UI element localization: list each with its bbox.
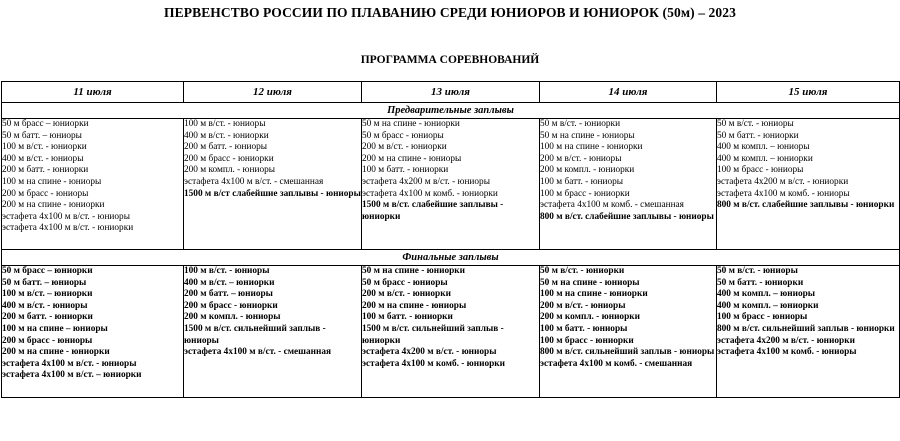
- cell-finals-day-4: [540, 266, 717, 398]
- event-list: [184, 266, 361, 359]
- event-item: 800 м в/ст. слабейшие заплывы - юниорки: [717, 200, 895, 211]
- event-item: 50 м в/ст. - юниорки: [540, 266, 625, 276]
- cell-finals-day-5: [717, 266, 900, 398]
- event-item: 100 м на спине – юниоры: [2, 323, 108, 334]
- day-header-2: 12 июля: [184, 82, 362, 103]
- event-item: 100 м в/ст. – юниорки: [2, 289, 93, 300]
- event-item: 50 м в/ст. - юниоры: [717, 119, 794, 129]
- event-item: 200 м брасс - юниорки: [184, 153, 274, 164]
- section-events-row-preliminary: [2, 119, 900, 250]
- event-item: 400 м компл. – юниоры: [717, 142, 810, 153]
- event-list: [717, 266, 899, 359]
- document-page: [0, 5, 900, 441]
- event-item: 50 м на спине - юниоры: [540, 277, 640, 288]
- event-item: 100 м на спине - юниоры: [2, 176, 102, 187]
- event-item: 800 м в/ст. слабейшие заплывы - юниоры: [540, 211, 714, 222]
- event-list: [362, 119, 539, 223]
- page-subtitle: ПРОГРАММА СОРЕВНОВАНИЙ: [360, 54, 540, 66]
- event-item: 800 м в/ст. сильнейший заплыв - юниоры: [540, 347, 715, 358]
- cell-finals-day-2: [184, 266, 362, 398]
- cell-preliminary-day-5: [717, 119, 900, 250]
- event-item: 400 м компл. – юниорки: [717, 300, 819, 311]
- event-item: 100 м брасс - юниоры: [717, 165, 804, 176]
- event-list: [540, 266, 716, 370]
- event-item: 1500 м в/ст. сильнейший заплыв - юниорки: [362, 323, 504, 346]
- event-item: 200 м батт. - юниоры: [184, 142, 268, 153]
- event-item: 1500 м в/ст. сильнейший заплыв - юниоры: [184, 323, 326, 346]
- day-header-5: 15 июля: [717, 82, 900, 103]
- page-title: ПЕРВЕНСТВО РОССИИ ПО ПЛАВАНИЮ СРЕДИ ЮНИОРОВ И ЮНИОРОК (50м) – 2023: [164, 5, 736, 20]
- event-item: эстафета 4х100 м в/ст. - юниорки: [2, 223, 134, 234]
- event-item: эстафета 4х100 м комб. - юниорки: [362, 188, 498, 199]
- event-item: 200 м в/ст. - юниоры: [540, 300, 626, 311]
- event-item: 400 м компл. – юниоры: [717, 289, 816, 300]
- event-item: эстафета 4х100 м комб. - смешанная: [540, 358, 693, 369]
- event-item: 200 м брасс - юниоры: [2, 188, 89, 199]
- event-item: 400 м в/ст. - юниоры: [2, 300, 88, 311]
- event-item: 50 м брасс - юниоры: [362, 130, 444, 141]
- cell-preliminary-day-4: [540, 119, 717, 250]
- event-item: 50 м брасс – юниорки: [2, 119, 89, 129]
- event-item: эстафета 4х200 м в/ст. - юниорки: [717, 176, 849, 187]
- event-item: 100 м в/ст. - юниорки: [2, 142, 87, 153]
- event-item: 200 м на спине - юниорки: [2, 347, 110, 358]
- section-title-preliminary: Предварительные заплывы: [2, 103, 900, 119]
- event-item: 800 м в/ст. сильнейший заплыв - юниорки: [717, 323, 895, 334]
- event-item: 1500 м в/ст. слабейшие заплывы - юниорки: [362, 200, 504, 222]
- day-header-3: 13 июля: [362, 82, 540, 103]
- table-body: [2, 103, 900, 398]
- day-header-row: [2, 82, 900, 103]
- event-item: 50 м батт. – юниоры: [2, 277, 87, 288]
- event-item: эстафета 4х100 м комб. - юниоры: [717, 347, 857, 358]
- event-item: эстафета 4х100 м в/ст. - смешанная: [184, 347, 332, 358]
- event-list: [362, 266, 539, 370]
- event-item: 100 м в/ст. - юниоры: [184, 119, 266, 129]
- event-item: 100 м брасс - юниоры: [717, 312, 808, 323]
- event-item: 50 м батт. – юниоры: [2, 130, 82, 141]
- event-item: 200 м на спине - юниорки: [2, 200, 105, 211]
- event-item: 400 м в/ст. - юниоры: [2, 153, 84, 164]
- event-item: эстафета 4х100 м в/ст. - смешанная: [184, 176, 324, 187]
- cell-finals-day-1: [2, 266, 184, 398]
- event-item: эстафета 4х100 м в/ст. – юниорки: [2, 370, 142, 381]
- cell-preliminary-day-1: [2, 119, 184, 250]
- section-title-row-preliminary: [2, 103, 900, 119]
- event-item: 200 м компл. - юниорки: [540, 312, 640, 323]
- event-item: 100 м батт. - юниорки: [362, 312, 453, 323]
- event-list: [540, 119, 716, 223]
- event-item: 200 м брасс - юниорки: [184, 300, 278, 311]
- event-item: 200 м компл. - юниоры: [184, 312, 281, 323]
- event-item: эстафета 4х100 м комб. - юниоры: [717, 188, 850, 199]
- event-item: 100 м брасс - юниорки: [540, 188, 630, 199]
- event-item: 50 м брасс - юниоры: [362, 277, 448, 288]
- cell-finals-day-3: [362, 266, 540, 398]
- event-item: эстафета 4х100 м в/ст. - юниоры: [2, 211, 130, 222]
- event-item: 200 м компл. - юниорки: [540, 165, 635, 176]
- event-item: 50 м в/ст. - юниорки: [540, 119, 621, 129]
- event-item: 50 м батт. - юниорки: [717, 130, 799, 141]
- event-item: 50 м батт. - юниорки: [717, 277, 804, 288]
- event-item: 50 м на спине - юниорки: [362, 266, 466, 276]
- event-item: 200 м в/ст. - юниорки: [362, 289, 451, 300]
- event-item: 100 м на спине - юниорки: [540, 289, 648, 300]
- event-item: 400 м в/ст. - юниорки: [184, 130, 269, 141]
- event-item: 200 м батт. - юниорки: [2, 312, 93, 323]
- cell-preliminary-day-3: [362, 119, 540, 250]
- event-item: эстафета 4х100 м в/ст. - юниоры: [2, 358, 137, 369]
- event-item: 50 м брасс – юниорки: [2, 266, 93, 276]
- event-item: 50 м на спине - юниорки: [362, 119, 460, 129]
- event-item: 400 м в/ст. – юниорки: [184, 277, 275, 288]
- event-item: 100 м батт. - юниоры: [540, 176, 624, 187]
- event-list: [2, 119, 183, 235]
- event-item: эстафета 4х100 м комб. - смешанная: [540, 200, 684, 211]
- section-title-finals: Финальные заплывы: [2, 250, 900, 266]
- event-item: 200 м на спине - юниоры: [362, 300, 467, 311]
- event-item: 100 м брасс - юниорки: [540, 335, 634, 346]
- event-item: 100 м в/ст. - юниоры: [184, 266, 270, 276]
- event-item: 200 м в/ст. - юниорки: [362, 142, 447, 153]
- cell-preliminary-day-2: [184, 119, 362, 250]
- event-item: эстафета 4х200 м в/ст. - юниоры: [362, 347, 497, 358]
- event-item: 200 м батт. - юниорки: [2, 165, 89, 176]
- day-header-1: 11 июля: [2, 82, 184, 103]
- event-item: 200 м брасс - юниоры: [2, 335, 93, 346]
- event-item: 200 м на спине - юниоры: [362, 153, 462, 164]
- event-item: 200 м компл. - юниоры: [184, 165, 275, 176]
- event-item: 1500 м в/ст слабейшие заплывы - юниоры: [184, 188, 361, 199]
- event-list: [184, 119, 361, 200]
- event-list: [717, 119, 899, 212]
- event-item: 200 м батт. – юниоры: [184, 289, 273, 300]
- event-item: 100 м батт. - юниоры: [540, 323, 628, 334]
- event-item: 100 м на спине - юниорки: [540, 142, 643, 153]
- section-title-row-finals: [2, 250, 900, 266]
- competition-program-table: [1, 81, 900, 398]
- event-item: 50 м в/ст. - юниоры: [717, 266, 798, 276]
- day-header-4: 14 июля: [540, 82, 717, 103]
- event-item: 400 м компл. – юниорки: [717, 153, 813, 164]
- event-list: [2, 266, 183, 382]
- event-item: эстафета 4х200 м в/ст. - юниоры: [362, 176, 490, 187]
- event-item: 100 м батт. - юниорки: [362, 165, 449, 176]
- event-item: 200 м в/ст. - юниоры: [540, 153, 622, 164]
- event-item: эстафета 4х200 м в/ст. - юниорки: [717, 335, 855, 346]
- table-header: [2, 82, 900, 103]
- event-item: 50 м на спине - юниоры: [540, 130, 635, 141]
- event-item: эстафета 4х100 м комб. - юниорки: [362, 358, 506, 369]
- section-events-row-finals: [2, 266, 900, 398]
